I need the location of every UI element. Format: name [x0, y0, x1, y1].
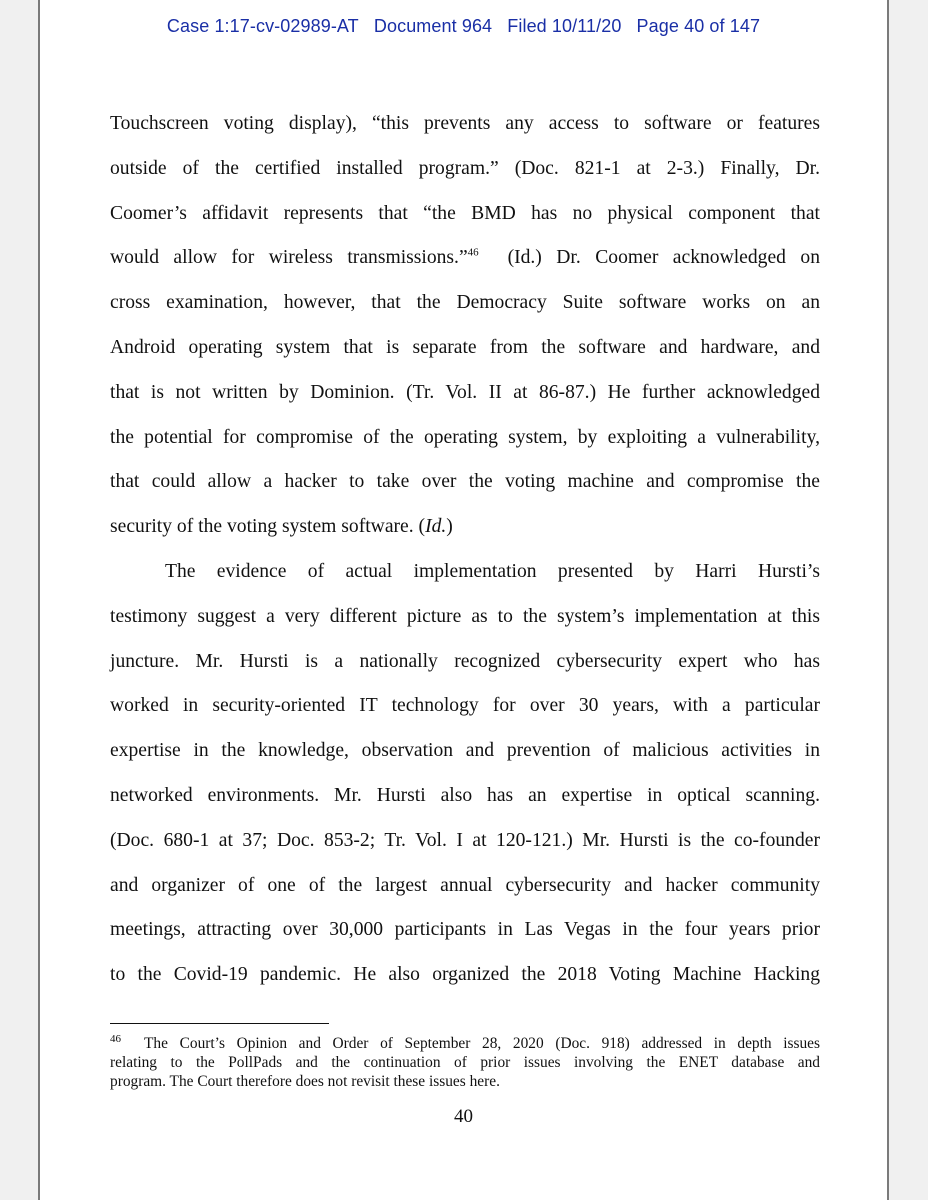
text-line: expertise in the knowledge, observation and prevention of malicious activities in [110, 740, 820, 762]
document-number: Document 964 [373, 16, 493, 36]
footnote [110, 1034, 820, 1091]
footnote-reference: 46 [467, 246, 479, 259]
page-of-total: Page 40 of 147 [636, 16, 761, 36]
text-line: juncture. Mr. Hursti is a nationally recognized cybersecurity expert who has [110, 650, 820, 672]
italic-citation: Id. [425, 516, 447, 538]
footnote-line [110, 1034, 820, 1053]
text-segment: ) [446, 516, 453, 538]
footnote-line: program. The Court therefore does not revisit these issues here. [110, 1073, 500, 1090]
footnote-line: relating to the PollPads and the continuation of prior issues involving the ENET database and [110, 1054, 820, 1071]
text-line: (Doc. 680-1 at 37; Doc. 853-2; Tr. Vol. I at 120-121.) Mr. Hursti is the co-founder [110, 829, 820, 851]
case-number: Case 1:17-cv-02989-AT [166, 16, 359, 36]
body-text [110, 102, 820, 998]
footnote-divider [110, 1023, 329, 1024]
text-line: that could allow a hacker to take over the voting machine and compromise the [110, 471, 820, 493]
text-segment: security of the voting system software. ( [110, 516, 426, 538]
text-line: cross examination, however, that the Democracy Suite software works on an [110, 292, 820, 314]
text-segment: would allow for wireless transmissions.” [110, 247, 468, 269]
text-line: the potential for compromise of the operating system, by exploiting a vulnerability, [110, 426, 820, 448]
text-line: and organizer of one of the largest annual cybersecurity and hacker community [110, 874, 820, 896]
footnote-marker: 46 [110, 1032, 121, 1045]
text-line: networked environments. Mr. Hursti also has an expertise in optical scanning. [110, 784, 820, 806]
text-line: that is not written by Dominion. (Tr. Vol. II at 86-87.) He further acknowledged [110, 381, 820, 403]
case-header [40, 16, 887, 37]
text-line: outside of the certified installed program.” (Doc. 821-1 at 2-3.) Finally, Dr. [110, 157, 820, 179]
text-segment: The Court’s Opinion and Order of September 28, 2020 (Doc. 918) addressed in depth issues [144, 1035, 821, 1052]
document-page [38, 0, 889, 1200]
text-line: meetings, attracting over 30,000 participants in Las Vegas in the four years prior [110, 919, 820, 941]
text-line: Coomer’s affidavit represents that “the BMD has no physical component that [110, 202, 820, 224]
text-line [110, 505, 820, 550]
text-line [110, 236, 820, 281]
text-line: Touchscreen voting display), “this prevents any access to software or features [110, 113, 820, 134]
paragraph [110, 550, 820, 998]
text-line: to the Covid-19 pandemic. He also organized the 2018 Voting Machine Hacking [110, 964, 820, 986]
text-line: worked in security-oriented IT technology for over 30 years, with a particular [110, 695, 820, 717]
text-line: Android operating system that is separate from the software and hardware, and [110, 336, 820, 358]
text-line: The evidence of actual implementation presented by Harri Hursti’s [165, 560, 820, 582]
page-number: 40 [454, 1106, 473, 1127]
text-line: testimony suggest a very different picture as to the system’s implementation at this [110, 605, 820, 627]
filed-date: Filed 10/11/20 [507, 16, 622, 36]
text-segment: (Id.) Dr. Coomer acknowledged on [507, 247, 820, 269]
paragraph [110, 102, 820, 550]
